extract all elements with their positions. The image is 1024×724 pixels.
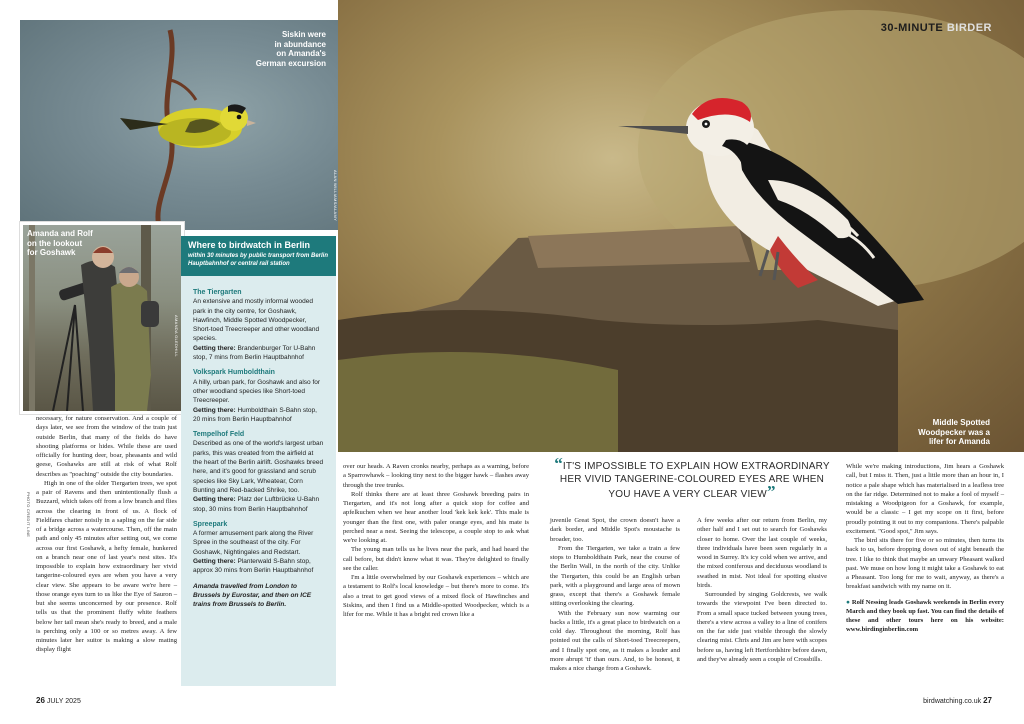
paragraph: From the Tiergarten, we take a train a few stops to Humboldthain Park, near the course of the Berlin Wall, in the north of the city. Unlike the Tiergarten, this could be an English urban park, with a playground and large area of mown grass, except that there's a Goshawk female sitting overlooking the clearing. xyxy=(550,544,680,608)
author-bio xyxy=(846,598,1004,635)
paragraph: High in one of the older Tiergarten trees, we spot a pair of Ravens and then unintentionally flush a Buzzard, which takes off from a low branch and flies across the clearing in front of us. A flock of Fieldfares chatter noisily in a sapling on the far side of a bridge across a watercourse. Then, off the main path and only 45 minutes after setting out, we come across our first Goshawk, a hefty female, hunkered on a branch near one of last year's nest sites. It's impossible to explain how extraordinary her vivid tangerine-coloured eyes are when you have a very clear view. She appears to be aware we're here – those orange eyes turn to us like the Eye of Sauron – but she seems unconcerned by our presence. Rolf tells us that the prominent fluffy white feathers below her tail mean she's ready to breed, and a male is perching only a 100 or so metres away. A few minutes later her suitor is making a slow mating display flight xyxy=(36,479,177,654)
getting-there-label: Getting there: xyxy=(193,558,236,566)
place-description: A hilly, urban park, for Goshawk and also for other woodland species like Short-toed Treecreeper. xyxy=(193,378,321,405)
place-description: An extensive and mostly informal wooded park in the city centre, for Goshawk, Hawfinch, Middle Spotted Woodpecker, Short-toed Treecreeper and other woodland species. xyxy=(193,298,320,343)
siskin-credit: ALAN WILLIAMS/ALAMY xyxy=(333,170,338,222)
place-entry xyxy=(193,520,324,576)
website: birdwatching.co.uk xyxy=(923,698,982,705)
paragraph: juvenile Great Spot, the crown doesn't have a dark border, and Middle Spot's moustache is broader, too. xyxy=(550,517,680,543)
article-column-4 xyxy=(697,516,827,664)
place-entry xyxy=(193,288,324,362)
woodpecker-photo xyxy=(338,0,1024,452)
open-quote-mark: “ xyxy=(554,454,563,473)
info-box-title: Where to birdwatch in Berlin xyxy=(188,240,311,250)
paragraph: The young man tells us he lives near the park, and had heard the call before, but didn't know what it was. They're delighted to finally see the caller. xyxy=(343,546,529,572)
getting-there-label: Getting there: xyxy=(193,496,236,504)
woodpecker-illustration xyxy=(338,0,1024,452)
place-name: Volkspark Humboldthain xyxy=(193,369,275,377)
paragraph: Rolf thinks there are at least three Goshawk breeding pairs in Tiergarten, and it's not long after a quick stop for coffee and apfelkuchen when we hear another loud 'kek kek kek'. This male is younger than the first one, with paler orange eyes, and his mate is perched near a nest. Seeing the telescope, a couple stop to ask what we're looking at. xyxy=(343,490,529,544)
info-box-footer: Amanda travelled from London to Brussels by Eurostar, and then on ICE trains from Brussels to Berlin. xyxy=(193,582,312,609)
place-name: The Tiergarten xyxy=(193,289,242,296)
paragraph: over our heads. A Raven cronks nearby, perhaps as a warning, before a Sparrowhawk – looking tiny next to the bigger hawk – flashes away through the tree trunks. xyxy=(343,463,529,489)
paragraph: While we're making introductions, Jim hears a Goshawk call, but I miss it. Then, just a little more than an hour in, I notice a pale shape which has materialised in a leafless tree on the far ridge. Determined not to make a fool of myself – mistaking a Woodpigeon for a Goshawk, for example, would be a classic – I get my scope on it first, before proudly pointing it out to my companions. There's palpable excitement. "Good spot," Jim says. xyxy=(846,463,1004,535)
siskin-caption: Siskin were in abundance on Amanda's German excursion xyxy=(255,30,326,68)
paragraph: The bird sits there for five or so minutes, then turns its back to us, before dropping down out of sight beneath the tree. I like to think that maybe an unwary Pheasant walked past. We muse on how long it might take a Goshawk to eat a Pheasant. Too long for me to wait, anyway, as there's a breakfast sandwich with my name on it. xyxy=(846,537,1004,591)
getting-there-text: Platz der Luftbrücke U-Bahn stop, 30 mins from Berlin Hauptbahnhof xyxy=(193,496,320,513)
column-credit: PHOTO CREDIT LINE xyxy=(26,492,31,538)
paragraph: necessary, for nature conservation. And a couple of days later, we see from the window of the train just outside Berlin, that many of the fields do have shooting platforms or hides. While these are used officially for hunting deer, boar, pheasants and wild geese, Goshawks are still at risk of what Rolf describes as "poaching" outside the city boundaries. xyxy=(36,415,177,478)
issue-date: JULY 2025 xyxy=(46,698,81,705)
paragraph: Surrounded by singing Goldcrests, we walk towards the viewpoint I've been directed to. From a small space tucked between young trees, there's a view across a valley to a line of conifers on the far side just visible through the slowly clearing mist. Chris and Jim are here with scopes before us, having left Hertfordshire before dawn, and they've already seen a couple of Crossbills. xyxy=(697,591,827,663)
page-number-right: 27 xyxy=(983,696,992,705)
place-name: Spreepark xyxy=(193,520,228,528)
article-column-3 xyxy=(550,516,680,673)
page-number-left: 26 xyxy=(36,696,45,705)
woodpecker-caption: Middle Spotted Woodpecker was a lifer for Amanda xyxy=(918,418,990,446)
info-box xyxy=(181,276,336,686)
people-photo xyxy=(20,222,184,414)
section-header-a: 30-MINUTE xyxy=(880,22,944,34)
bio-bullet-icon: ● xyxy=(846,598,851,606)
author-bio-text: Rolf Nessing leads Goshawk weekends in Berlin every March and they book up fast. You can find the details of these and other tours here on his website: www.birdinginberlin.com xyxy=(846,598,1005,634)
place-description: Described as one of the world's largest urban parks, this was created from the airfield at the heart of the Berlin airlift. Goshawks breed here, and it's good for grassland and scrub species like Sky Lark, Wheatear, Corn Bunting and Red-backed Shrike, too. xyxy=(193,440,324,494)
people-caption: Amanda and Rolf on the lookout for Goshawk xyxy=(27,229,93,257)
pull-quote xyxy=(553,454,831,502)
info-box-subtitle: within 30 minutes by public transport from Berlin Hauptbahnhof or central rail station xyxy=(188,253,329,267)
place-entry xyxy=(193,368,324,424)
paragraph: With the February sun now warming our backs a little, it's a great place to birdwatch on a cold day. Throughout the morning, Rolf has pointed out the calls of Short-toed Treecreepers, and I finally spot one, as it makes a louder and more abrupt 'tt' than ours. And, to be honest, it makes a nice change from a Goshawk. xyxy=(550,609,680,672)
article-column-1 xyxy=(36,414,177,655)
siskin-photo xyxy=(20,20,342,230)
getting-there-text: Brandenburger Tor U-Bahn stop, 7 mins from Berlin Hauptbahnhof xyxy=(193,344,316,362)
getting-there-text: Planterwald S-Bahn stop, approx 30 mins from Berlin Hauptbahnhof xyxy=(193,558,314,575)
people-credit: AMANDA GLEDHILL xyxy=(174,315,179,357)
getting-there-label: Getting there: xyxy=(193,344,236,352)
place-description: A former amusement park along the River Spree in the southeast of the city. For Goshawk, Nightingales and Redstart. xyxy=(193,530,314,556)
pull-quote-text: IT'S IMPOSSIBLE TO EXPLAIN HOW EXTRAORDINARY HER VIVID TANGERINE-COLOURED EYES ARE WHEN YOU HAVE A VERY CLEAR VIEW xyxy=(559,461,830,500)
footer-left xyxy=(36,696,81,705)
paragraph: I'm a little overwhelmed by our Goshawk experiences – which are a testament to Rolf's local knowledge – but there's more to come. It's also a treat to get good views of a mixed flock of Hawfinches and Siskins, and then I find us a Middle-spotted Woodpecker, which is a lifer for me. While it has a bright red crown like a xyxy=(343,574,529,618)
place-entry xyxy=(193,430,324,514)
section-header xyxy=(881,22,992,34)
place-name: Tempelhof Feld xyxy=(193,431,245,439)
paragraph: A few weeks after our return from Berlin, my other half and I set out to search for Goshawks closer to home. Over the last couple of weeks, three individuals have been seen regularly in a wood in Surrey. It's icy cold when we arrive, and the mixed coniferous and deciduous woodland is swathed in mist. Not ideal for spotting elusive birds. xyxy=(697,517,827,589)
footer-right xyxy=(923,696,992,705)
article-column-2 xyxy=(343,462,529,619)
section-header-b: BIRDER xyxy=(946,22,992,34)
getting-there-label: Getting there: xyxy=(193,406,236,414)
close-quote-mark: ” xyxy=(766,482,776,501)
getting-there-text: Humboldthain S-Bahn stop, 20 mins from Berlin Hauptbahnhof xyxy=(193,406,317,423)
info-box-header xyxy=(181,236,336,276)
article-column-5 xyxy=(846,462,1004,635)
